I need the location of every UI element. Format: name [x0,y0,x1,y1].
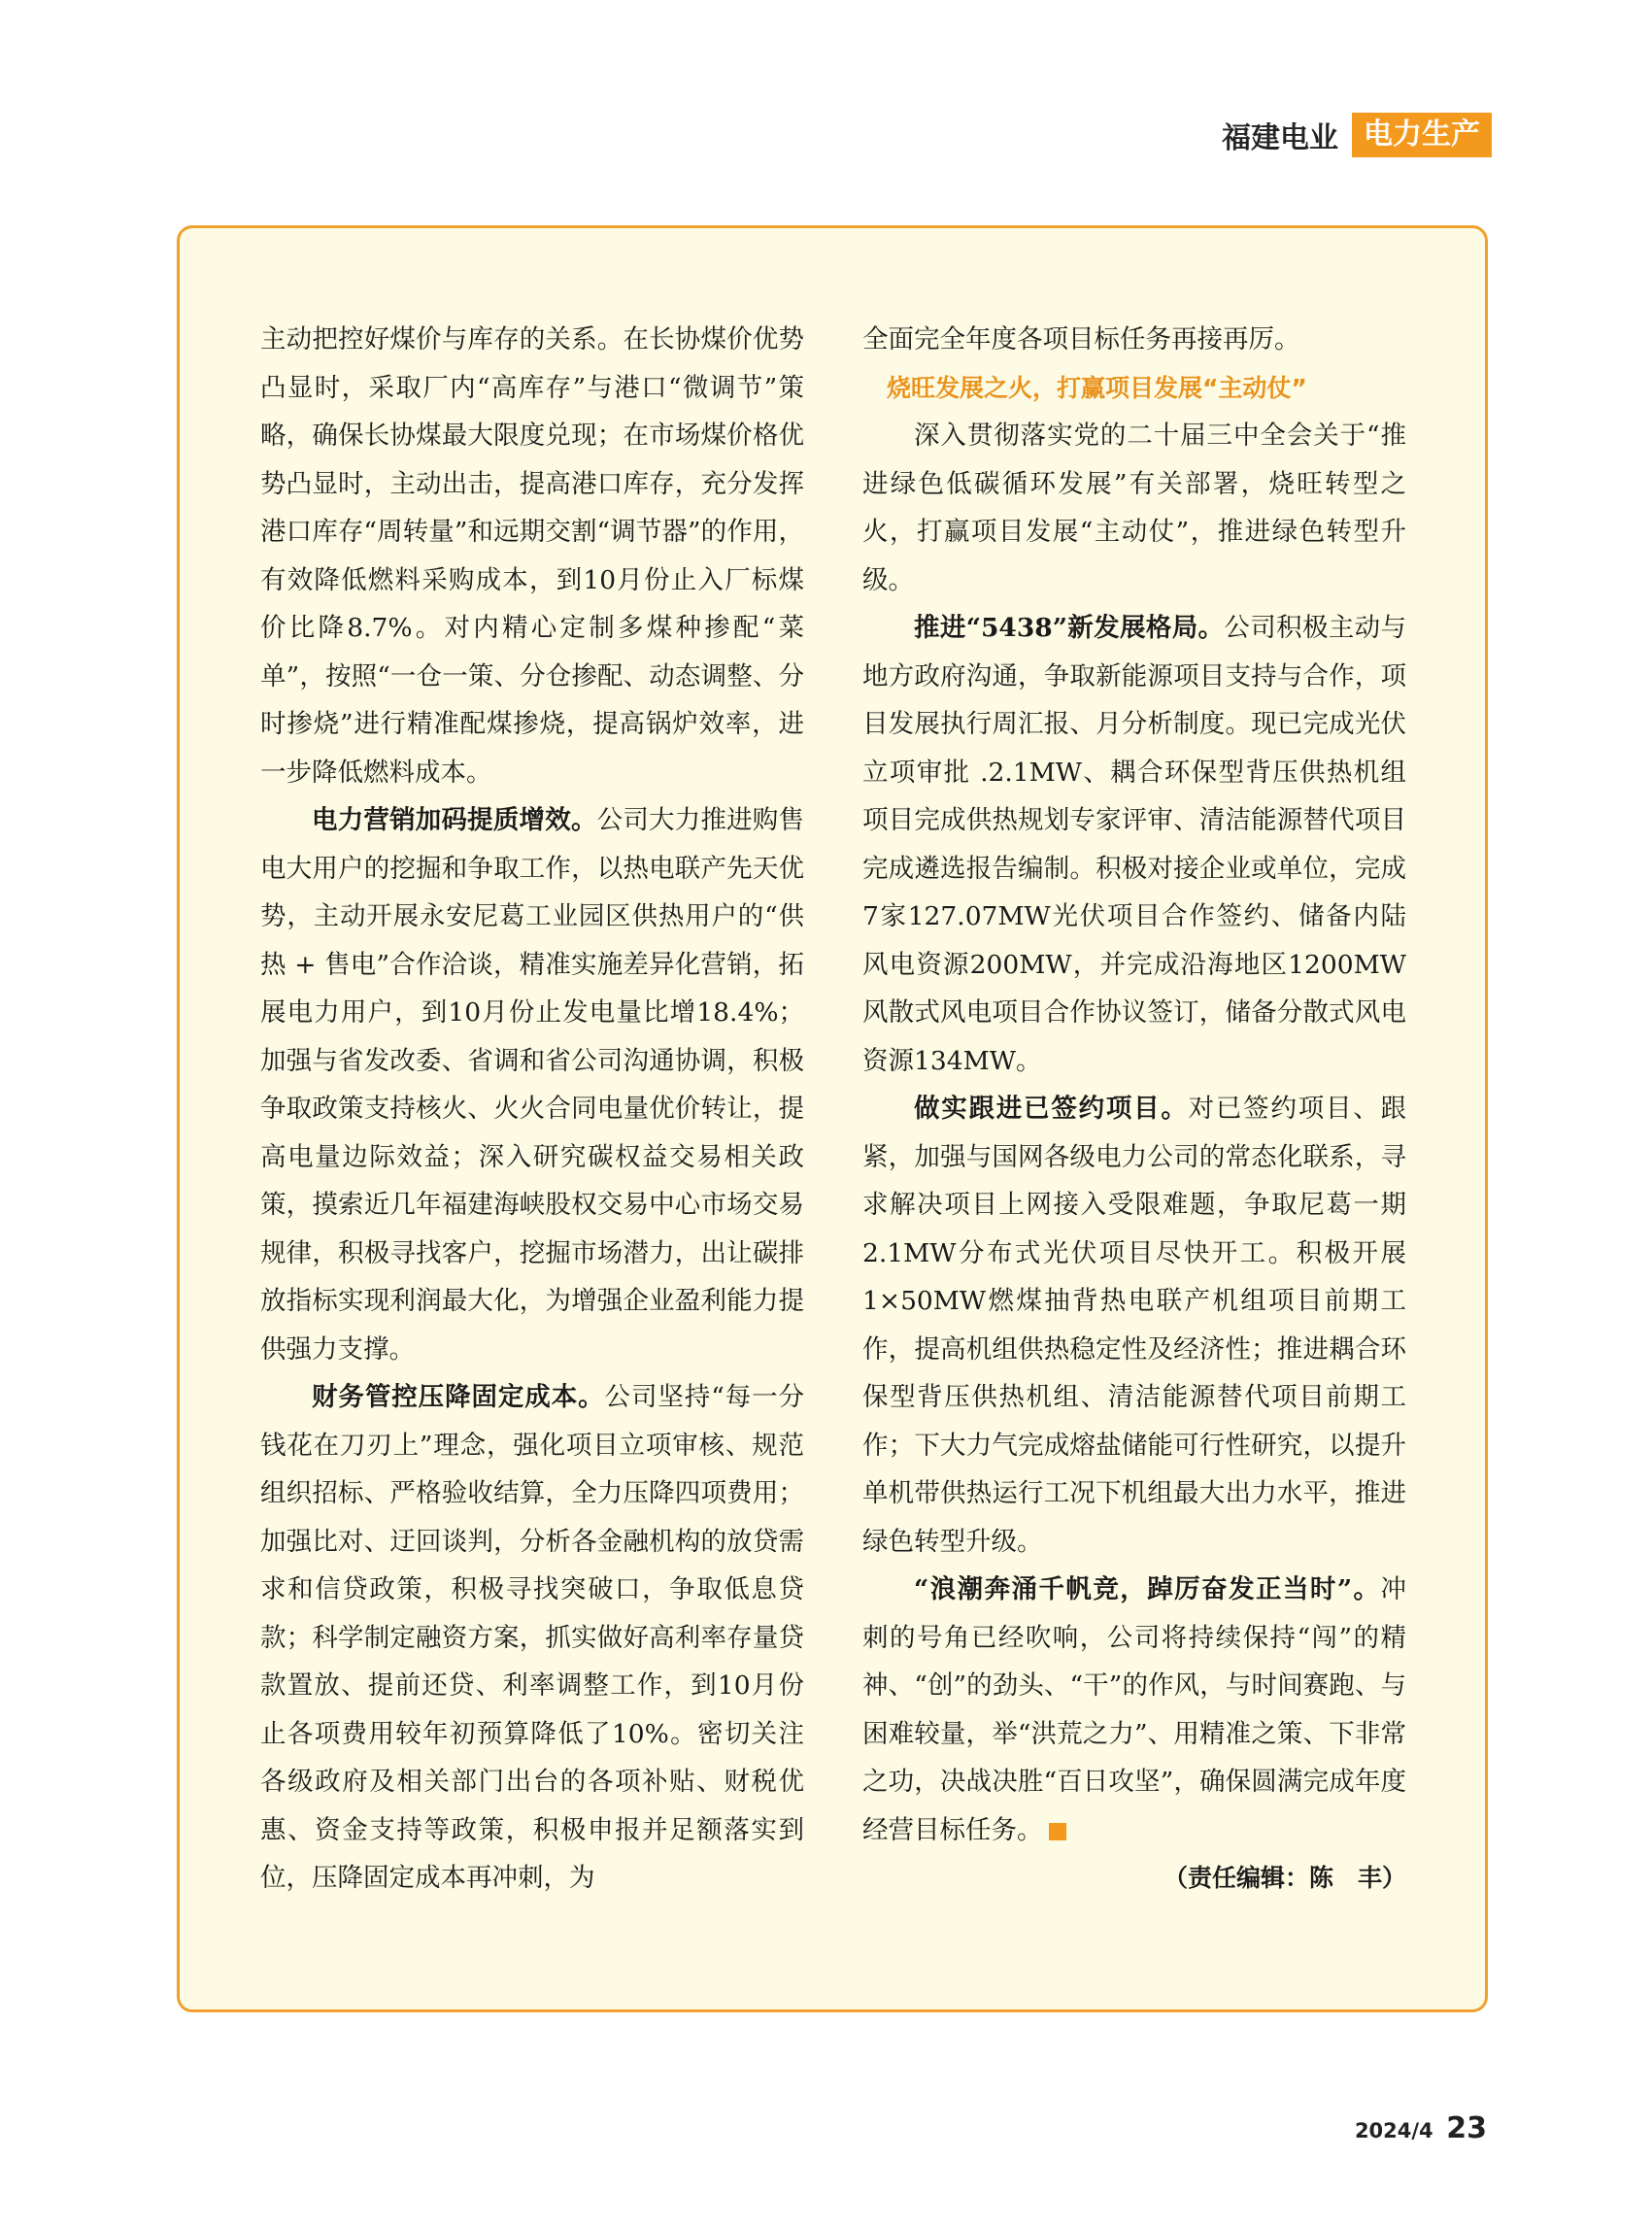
paragraph-lead: 推进“5438”新发展格局。 [914,613,1225,643]
paragraph: 主动把控好煤价与库存的关系。在长协煤价优势凸显时，采取厂内“高库存”与港口“微调节”策略，确保长协煤最大限度兑现；在市场煤价格优势凸显时，主动出击，提高港口库存，充分发挥港口库存“周转量”和远期交割“调节器”的作用，有效降低燃料采购成本，到10月份止入厂标煤价比降8.7%。对内精心定制多煤种掺配“菜单”，按照“一仓一策、分仓掺配、动态调整、分时掺烧”进行精准配煤掺烧，提高锅炉效率，进一步降低燃料成本。 [260,324,804,788]
paragraph-body: 公司大力推进购售电大用户的挖掘和争取工作，以热电联产先天优势，主动开展永安尼葛工业园区供热用户的“供热 + 售电”合作洽谈，精准实施差异化营销，拓展电力用户，到10月份止发电量比增18.4%；加强与省发改委、省调和省公司沟通协调，积极争取政策支持核火、火火合同电量优价转让，提高电量边际效益；深入研究碳权益交易相关政策，摸索近几年福建海峡股权交易中心市场交易规律，积极寻找客户，挖掘市场潜力，出让碳排放指标实现利润最大化，为增强企业盈利能力提供强力支撑。 [260,805,805,1365]
paragraph [862,1566,1406,1854]
end-mark-icon [1049,1823,1066,1840]
left-column [260,316,804,1903]
paragraph [260,1373,804,1903]
publication-name: 福建电业 [1222,121,1338,155]
paragraph-body: 公司坚持“每一分钱花在刀刃上”理念，强化项目立项审核、规范组织招标、严格验收结算，全力压降四项费用；加强比对、迂回谈判，分析各金融机构的放贷需求和信贷政策，积极寻找突破口，争取低息贷款；科学制定融资方案，抓实做好高利率存量贷款置放、提前还贷、利率调整工作，到10月份止各项费用较年初预算降低了10%。密切关注各级政府及相关部门出台的各项补贴、财税优惠、资金支持等政策，积极申报并足额落实到位，压降固定成本再冲刺，为 [260,1382,804,1893]
paragraph-body: 对已签约项目、跟紧，加强与国网各级电力公司的常态化联系，寻求解决项目上网接入受限难题，争取尼葛一期2.1MW分布式光伏项目尽快开工。积极开展1×50MW燃煤抽背热电联产机组项目前期工作，提高机组供热稳定性及经济性；推进耦合环保型背压供热机组、清洁能源替代项目前期工作；下大力气完成熔盐储能可行性研究，以提升单机带供热运行工况下机组最大出力水平，推进绿色转型升级。 [862,1094,1407,1557]
paragraph-lead: 财务管控压降固定成本。 [312,1382,605,1412]
paragraph [862,604,1406,1085]
paragraph-body: 冲刺的号角已经吹响，公司将持续保持“闯”的精神、“创”的劲头、“干”的作风，与时间赛跑、与困难较量，举“洪荒之力”、用精准之策、下非常之功，决战决胜“百日攻坚”，确保圆满完成年度经营目标任务。 [862,1574,1406,1845]
right-column [862,316,1406,1903]
section-subheading: 烧旺发展之火，打赢项目发展“主动仗” [887,373,1307,402]
paragraph: 全面完全年度各项目标任务再接再厉。 [862,324,1300,354]
paragraph-lead: “浪潮奔涌千帆竞，踔厉奋发正当时”。 [914,1574,1381,1604]
issue-number: 2024/4 [1354,2119,1433,2142]
section-badge: 电力生产 [1352,113,1492,157]
paragraph [862,1085,1406,1566]
paragraph-body: 公司积极主动与地方政府沟通，争取新能源项目支持与合作，项目发展执行周汇报、月分析制度。现已完成光伏立项审批 .2.1MW、耦合环保型背压供热机组项目完成供热规划专家评审、清洁能源替代项目完成遴选报告编制。积极对接企业或单位，完成7家127.07MW光伏项目合作签约、储备内陆风电资源200MW，并完成沿海地区1200MW风散式风电项目合作协议签订，储备分散式风电资源134MW。 [862,613,1406,1076]
paragraph [260,796,804,1373]
page-footer [1355,2111,1487,2145]
page-header [1222,113,1492,157]
paragraph-lead: 做实跟进已签约项目。 [914,1094,1189,1124]
editor-credit: （责任编辑：陈 丰） [1163,1864,1406,1892]
page-number: 23 [1446,2111,1487,2145]
paragraph: 深入贯彻落实党的二十届三中全会关于“推进绿色低碳循环发展”有关部署，烧旺转型之火，打赢项目发展“主动仗”，推进绿色转型升级。 [862,421,1406,595]
paragraph-lead: 电力营销加码提质增效。 [312,805,597,835]
